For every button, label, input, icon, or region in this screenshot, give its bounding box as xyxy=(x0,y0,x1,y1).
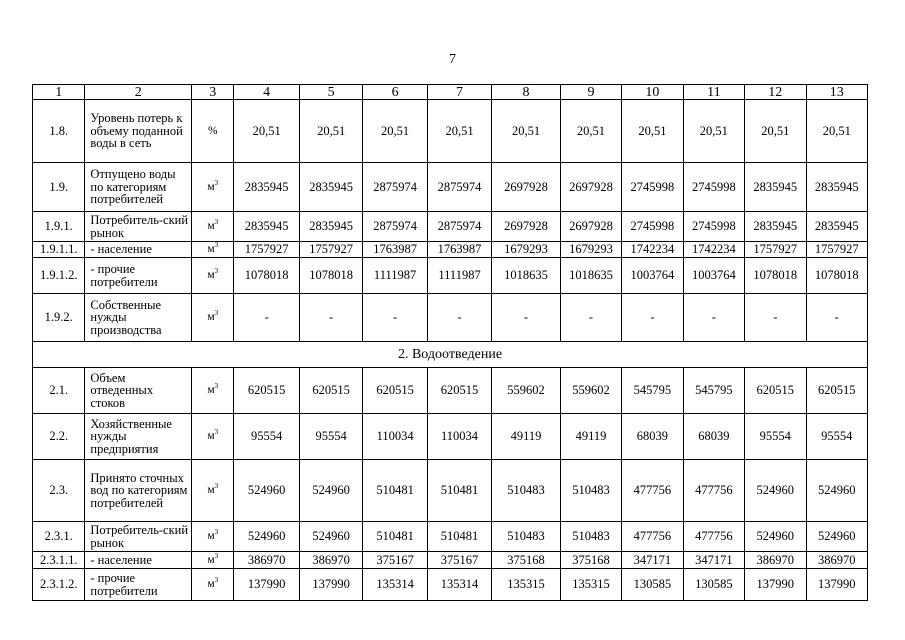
value-cell: 347171 xyxy=(683,552,744,569)
unit-cell xyxy=(192,258,234,294)
table-row xyxy=(33,242,868,258)
value-cell: 620515 xyxy=(745,368,806,414)
row-description: - население xyxy=(85,242,192,258)
value-cell: 1078018 xyxy=(745,258,806,294)
value-cell: 1757927 xyxy=(234,242,299,258)
unit-cell xyxy=(192,294,234,342)
value-cell: 559602 xyxy=(560,368,621,414)
table-row xyxy=(33,258,868,294)
value-cell: 620515 xyxy=(234,368,299,414)
value-cell: 2835945 xyxy=(234,163,299,212)
value-cell: 137990 xyxy=(234,569,299,601)
value-cell: 510483 xyxy=(560,522,621,552)
value-cell: 375167 xyxy=(427,552,491,569)
section-title: 2. Водоотведение xyxy=(33,342,868,368)
value-cell: 2835945 xyxy=(234,212,299,242)
unit-label: м xyxy=(207,384,215,396)
value-cell: 1003764 xyxy=(683,258,744,294)
value-cell: 2835945 xyxy=(745,163,806,212)
value-cell: 137990 xyxy=(299,569,362,601)
header-cell: 6 xyxy=(363,85,427,100)
value-cell: - xyxy=(427,294,491,342)
row-number: 1.8. xyxy=(33,100,85,163)
row-description: Собственные нужды производства xyxy=(85,294,192,342)
unit-cell xyxy=(192,460,234,522)
unit-exponent: 3 xyxy=(214,178,219,187)
table-row xyxy=(33,163,868,212)
row-description: - прочие потребители xyxy=(85,258,192,294)
value-cell: 2745998 xyxy=(683,163,744,212)
value-cell: 477756 xyxy=(622,460,683,522)
value-cell: 95554 xyxy=(299,414,362,460)
value-cell: 510483 xyxy=(560,460,621,522)
unit-label: м xyxy=(207,220,215,232)
value-cell: 2835945 xyxy=(299,212,362,242)
value-cell: 2875974 xyxy=(427,163,491,212)
value-cell: 375167 xyxy=(363,552,427,569)
value-cell: 1003764 xyxy=(622,258,683,294)
value-cell: 477756 xyxy=(683,522,744,552)
value-cell: 2875974 xyxy=(363,212,427,242)
unit-cell xyxy=(192,414,234,460)
unit-exponent: 3 xyxy=(214,218,219,227)
header-cell: 12 xyxy=(745,85,806,100)
value-cell: 49119 xyxy=(492,414,560,460)
row-number: 2.3.1. xyxy=(33,522,85,552)
value-cell: 20,51 xyxy=(806,100,868,163)
table-row xyxy=(33,522,868,552)
value-cell: 20,51 xyxy=(622,100,683,163)
value-cell: - xyxy=(299,294,362,342)
unit-exponent: 3 xyxy=(214,267,219,276)
table-row xyxy=(33,569,868,601)
table-row xyxy=(33,460,868,522)
value-cell: 510481 xyxy=(427,522,491,552)
unit-label: м xyxy=(207,578,215,590)
value-cell: 620515 xyxy=(299,368,362,414)
value-cell: 510481 xyxy=(363,460,427,522)
value-cell: 2697928 xyxy=(560,163,621,212)
unit-cell xyxy=(192,163,234,212)
header-cell: 2 xyxy=(85,85,192,100)
unit-exponent: 3 xyxy=(214,528,219,537)
value-cell: 135315 xyxy=(492,569,560,601)
value-cell: 20,51 xyxy=(492,100,560,163)
unit-cell xyxy=(192,242,234,258)
unit-label: м xyxy=(207,430,215,442)
value-cell: 2697928 xyxy=(492,212,560,242)
value-cell: 2875974 xyxy=(363,163,427,212)
header-cell: 1 xyxy=(33,85,85,100)
table-row xyxy=(33,100,868,163)
value-cell: 135315 xyxy=(560,569,621,601)
value-cell: 2875974 xyxy=(427,212,491,242)
row-description: Хозяйственные нужды предприятия xyxy=(85,414,192,460)
value-cell: 1679293 xyxy=(492,242,560,258)
row-number: 1.9.1.2. xyxy=(33,258,85,294)
value-cell: 1018635 xyxy=(560,258,621,294)
value-cell: 20,51 xyxy=(363,100,427,163)
value-cell: 1742234 xyxy=(622,242,683,258)
page-number: 7 xyxy=(449,52,456,67)
value-cell: 545795 xyxy=(622,368,683,414)
value-cell: 2697928 xyxy=(560,212,621,242)
value-cell: - xyxy=(622,294,683,342)
value-cell: 2745998 xyxy=(683,212,744,242)
value-cell: 130585 xyxy=(683,569,744,601)
value-cell: 95554 xyxy=(745,414,806,460)
table-row xyxy=(33,368,868,414)
value-cell: 1111987 xyxy=(427,258,491,294)
header-cell: 7 xyxy=(427,85,491,100)
value-cell: 1757927 xyxy=(806,242,868,258)
value-cell: 110034 xyxy=(427,414,491,460)
header-cell: 11 xyxy=(683,85,744,100)
unit-label: м xyxy=(207,530,215,542)
row-description: Принято сточных вод по категориям потребителей xyxy=(85,460,192,522)
value-cell: 375168 xyxy=(560,552,621,569)
value-cell: 1078018 xyxy=(806,258,868,294)
value-cell: 2835945 xyxy=(745,212,806,242)
unit-exponent: 3 xyxy=(214,482,219,491)
value-cell: 68039 xyxy=(683,414,744,460)
value-cell: 95554 xyxy=(234,414,299,460)
value-cell: - xyxy=(492,294,560,342)
value-cell: 386970 xyxy=(806,552,868,569)
value-cell: - xyxy=(683,294,744,342)
value-cell: 1679293 xyxy=(560,242,621,258)
section-row xyxy=(33,342,868,368)
table-row xyxy=(33,212,868,242)
unit-exponent: 3 xyxy=(214,309,219,318)
unit-cell xyxy=(192,552,234,569)
value-cell: 2835945 xyxy=(299,163,362,212)
unit-exponent: 3 xyxy=(214,576,219,585)
value-cell: 524960 xyxy=(745,522,806,552)
value-cell: 2835945 xyxy=(806,212,868,242)
value-cell: 20,51 xyxy=(745,100,806,163)
value-cell: 68039 xyxy=(622,414,683,460)
value-cell: 477756 xyxy=(683,460,744,522)
unit-cell xyxy=(192,100,234,163)
value-cell: 386970 xyxy=(299,552,362,569)
row-description: Отпущено воды по категориям потребителей xyxy=(85,163,192,212)
value-cell: 620515 xyxy=(427,368,491,414)
unit-cell xyxy=(192,212,234,242)
unit-exponent: 3 xyxy=(214,382,219,391)
header-cell: 9 xyxy=(560,85,621,100)
value-cell: 545795 xyxy=(683,368,744,414)
unit-cell xyxy=(192,522,234,552)
value-cell: 1757927 xyxy=(299,242,362,258)
unit-exponent: 3 xyxy=(214,428,219,437)
row-description: Потребитель-ский рынок xyxy=(85,522,192,552)
table-row xyxy=(33,294,868,342)
header-cell: 13 xyxy=(806,85,868,100)
value-cell: 1078018 xyxy=(299,258,362,294)
value-cell: 524960 xyxy=(299,460,362,522)
table-row xyxy=(33,414,868,460)
row-number: 2.3.1.1. xyxy=(33,552,85,569)
header-cell: 10 xyxy=(622,85,683,100)
row-description: - население xyxy=(85,552,192,569)
value-cell: 524960 xyxy=(234,522,299,552)
data-table xyxy=(32,84,868,601)
row-number: 2.2. xyxy=(33,414,85,460)
value-cell: 524960 xyxy=(234,460,299,522)
unit-label: м xyxy=(207,243,215,255)
unit-label: % xyxy=(207,124,218,137)
value-cell: 1742234 xyxy=(683,242,744,258)
value-cell: 130585 xyxy=(622,569,683,601)
unit-cell xyxy=(192,368,234,414)
value-cell: 375168 xyxy=(492,552,560,569)
unit-label: м xyxy=(207,553,215,566)
row-description: - прочие потребители xyxy=(85,569,192,601)
value-cell: 1111987 xyxy=(363,258,427,294)
value-cell: 347171 xyxy=(622,552,683,569)
value-cell: 110034 xyxy=(363,414,427,460)
value-cell: - xyxy=(745,294,806,342)
value-cell: 510483 xyxy=(492,460,560,522)
value-cell: 20,51 xyxy=(683,100,744,163)
row-description: Потребитель-ский рынок xyxy=(85,212,192,242)
row-number: 1.9. xyxy=(33,163,85,212)
value-cell: 135314 xyxy=(427,569,491,601)
value-cell: 20,51 xyxy=(560,100,621,163)
unit-label: м xyxy=(207,180,215,193)
row-number: 2.3.1.2. xyxy=(33,569,85,601)
row-number: 2.1. xyxy=(33,368,85,414)
value-cell: 2745998 xyxy=(622,163,683,212)
unit-exponent: 3 xyxy=(214,551,219,560)
unit-label: м xyxy=(207,269,215,281)
value-cell: 1763987 xyxy=(363,242,427,258)
value-cell: 20,51 xyxy=(299,100,362,163)
value-cell: 20,51 xyxy=(427,100,491,163)
header-row xyxy=(33,85,868,100)
value-cell: 137990 xyxy=(806,569,868,601)
value-cell: 510481 xyxy=(427,460,491,522)
value-cell: 524960 xyxy=(745,460,806,522)
table-row xyxy=(33,552,868,569)
value-cell: 524960 xyxy=(299,522,362,552)
value-cell: 137990 xyxy=(745,569,806,601)
value-cell: 524960 xyxy=(806,522,868,552)
value-cell: 2745998 xyxy=(622,212,683,242)
value-cell: 477756 xyxy=(622,522,683,552)
value-cell: - xyxy=(560,294,621,342)
value-cell: 386970 xyxy=(745,552,806,569)
header-cell: 8 xyxy=(492,85,560,100)
unit-cell xyxy=(192,569,234,601)
value-cell: 95554 xyxy=(806,414,868,460)
value-cell: 524960 xyxy=(806,460,868,522)
value-cell: 1763987 xyxy=(427,242,491,258)
value-cell: 20,51 xyxy=(234,100,299,163)
value-cell: 559602 xyxy=(492,368,560,414)
value-cell: - xyxy=(363,294,427,342)
value-cell: 620515 xyxy=(806,368,868,414)
row-number: 2.3. xyxy=(33,460,85,522)
row-description: Объем отведенных стоков xyxy=(85,368,192,414)
value-cell: 49119 xyxy=(560,414,621,460)
value-cell: - xyxy=(806,294,868,342)
value-cell: 135314 xyxy=(363,569,427,601)
value-cell: 2697928 xyxy=(492,163,560,212)
value-cell: - xyxy=(234,294,299,342)
header-cell: 5 xyxy=(299,85,362,100)
header-cell: 4 xyxy=(234,85,299,100)
header-cell: 3 xyxy=(192,85,234,100)
unit-exponent: 3 xyxy=(214,241,219,250)
value-cell: 1078018 xyxy=(234,258,299,294)
row-description: Уровень потерь к объему поданной воды в сеть xyxy=(85,100,192,163)
value-cell: 510483 xyxy=(492,522,560,552)
unit-label: м xyxy=(207,311,215,323)
unit-label: м xyxy=(207,484,215,496)
value-cell: 2835945 xyxy=(806,163,868,212)
value-cell: 510481 xyxy=(363,522,427,552)
row-number: 1.9.1. xyxy=(33,212,85,242)
value-cell: 386970 xyxy=(234,552,299,569)
value-cell: 1757927 xyxy=(745,242,806,258)
value-cell: 620515 xyxy=(363,368,427,414)
row-number: 1.9.2. xyxy=(33,294,85,342)
row-number: 1.9.1.1. xyxy=(33,242,85,258)
value-cell: 1018635 xyxy=(492,258,560,294)
